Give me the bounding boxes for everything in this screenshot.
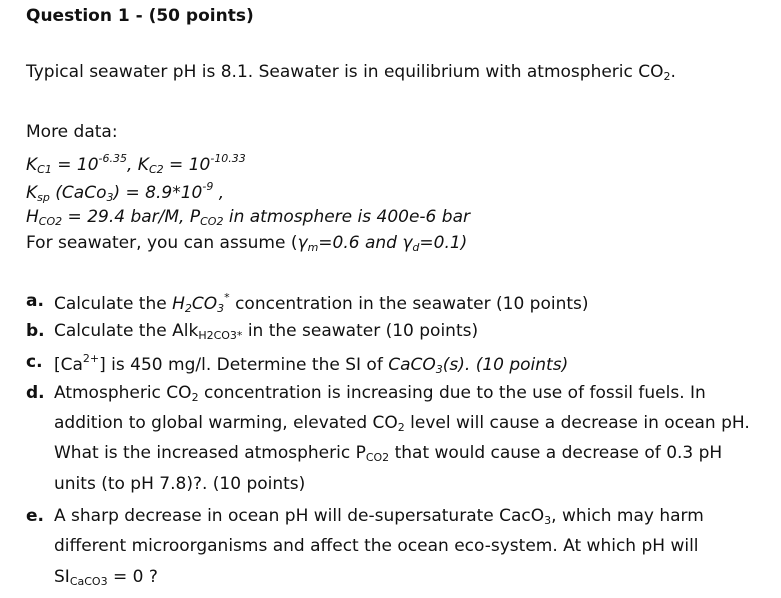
gamma-m-value: =0.6 and <box>318 233 403 253</box>
item-e-line1 <box>54 506 704 527</box>
item-e-l3-post: = 0 ? <box>107 567 158 587</box>
item-d-l1-pre: Atmospheric CO <box>54 383 192 403</box>
ksp-end: , <box>213 183 225 203</box>
ksp-value: ) = 8.9*10 <box>113 183 203 203</box>
kc1-equals: = 10 <box>51 155 99 175</box>
item-d-l2-pre: addition to global warming, elevated CO <box>54 413 398 433</box>
item-e-l1-post: , which may harm <box>551 506 704 526</box>
intro-end: . <box>670 62 676 82</box>
henry-constant <box>26 207 470 228</box>
item-c-label: c. <box>26 352 43 372</box>
h-subscript: CO2 <box>38 215 63 228</box>
kc2-equals: = 10 <box>163 155 211 175</box>
gamma-d-subscript: d <box>412 241 420 254</box>
h-value: = 29.4 bar/M, P <box>62 207 201 227</box>
item-b-label: b. <box>26 321 45 341</box>
ksp-exponent: -9 <box>202 180 214 193</box>
item-a-label: a. <box>26 291 44 311</box>
h2co3-sub-3: 3 <box>217 302 225 315</box>
kc1-exponent: -6.35 <box>98 152 127 165</box>
intro-text <box>26 62 676 83</box>
ksp-subscript-3: 3 <box>106 191 114 204</box>
activity-assumption <box>26 233 467 254</box>
kc2-separator: , K <box>127 155 149 175</box>
ksp-symbol: K <box>26 183 38 203</box>
p-subscript: CO2 <box>200 215 224 228</box>
intro-main: Typical seawater pH is 8.1. Seawater is in equilibrium with atmospheric CO <box>26 62 664 82</box>
item-b-post: in the seawater (10 points) <box>242 321 479 341</box>
h2co3-sub-2: 2 <box>184 302 192 315</box>
item-e-l3-pre: SI <box>54 567 70 587</box>
question-title: Question 1 - (50 points) <box>26 6 254 26</box>
caco3-sub: 3 <box>435 363 443 376</box>
item-d-l2-post: level will cause a decrease in ocean pH. <box>404 413 750 433</box>
item-b-text <box>54 321 478 342</box>
caco3-it: CaCO <box>388 355 436 375</box>
kc-constants <box>26 152 246 176</box>
ksp-subscript: sp <box>37 191 50 204</box>
ca-charge: 2+ <box>82 352 100 365</box>
item-a-text <box>54 291 589 315</box>
item-d-l3-post: that would cause a decrease of 0.3 pH <box>389 443 723 463</box>
assume-text: For seawater, you can assume ( <box>26 233 298 253</box>
ksp-constant <box>26 180 224 204</box>
item-c-mid: ] is 450 mg/l. Determine the SI of <box>99 355 389 375</box>
item-d-line1 <box>54 383 706 404</box>
item-c-text <box>54 352 568 376</box>
si-subscript: CaCO3 <box>69 575 108 588</box>
kc1-symbol: K <box>26 155 38 175</box>
item-d-l3-pre: What is the increased atmospheric P <box>54 443 366 463</box>
item-e-label: e. <box>26 506 44 526</box>
item-d-label: d. <box>26 383 45 403</box>
item-e-l1-sub: 3 <box>544 514 552 527</box>
item-e-l1-pre: A sharp decrease in ocean pH will de-supersaturate CacO <box>54 506 545 526</box>
h2co3-star: * <box>224 291 230 304</box>
item-a-post: concentration in the seawater (10 points) <box>229 294 589 314</box>
item-c-end: (s). (10 points) <box>442 355 569 375</box>
gamma-m: γ <box>297 233 308 253</box>
item-d-l1-sub: 2 <box>191 391 199 404</box>
intro-subscript: 2 <box>663 70 671 83</box>
item-d-l3-sub: CO2 <box>365 451 390 464</box>
kc1-subscript: C1 <box>37 163 52 176</box>
more-data-label: More data: <box>26 122 118 142</box>
kc2-subscript: C2 <box>148 163 164 176</box>
item-b-pre: Calculate the Alk <box>54 321 199 341</box>
item-d-line3 <box>54 443 722 464</box>
ksp-text: (CaCo <box>49 183 107 203</box>
gamma-d: γ <box>402 233 413 253</box>
kc2-exponent: -10.33 <box>210 152 246 165</box>
item-d-l1-post: concentration is increasing due to the use of fossil fuels. In <box>198 383 706 403</box>
gamma-d-value: =0.1) <box>419 233 468 253</box>
p-text: in atmosphere is 400e-6 bar <box>223 207 470 227</box>
h2co3-co: CO <box>191 294 218 314</box>
item-c-pre: [Ca <box>54 355 83 375</box>
item-e-line3 <box>54 567 158 588</box>
item-d-l2-sub: 2 <box>397 421 405 434</box>
item-e-line2: different microorganisms and affect the ocean eco-system. At which pH will <box>54 536 699 556</box>
alk-subscript: H2CO3* <box>198 329 243 342</box>
h2co3-h: H <box>172 294 185 314</box>
h-symbol: H <box>26 207 39 227</box>
item-d-line2 <box>54 413 750 434</box>
item-a-pre: Calculate the <box>54 294 173 314</box>
item-d-line4: units (to pH 7.8)?. (10 points) <box>54 474 306 494</box>
gamma-m-subscript: m <box>307 241 319 254</box>
